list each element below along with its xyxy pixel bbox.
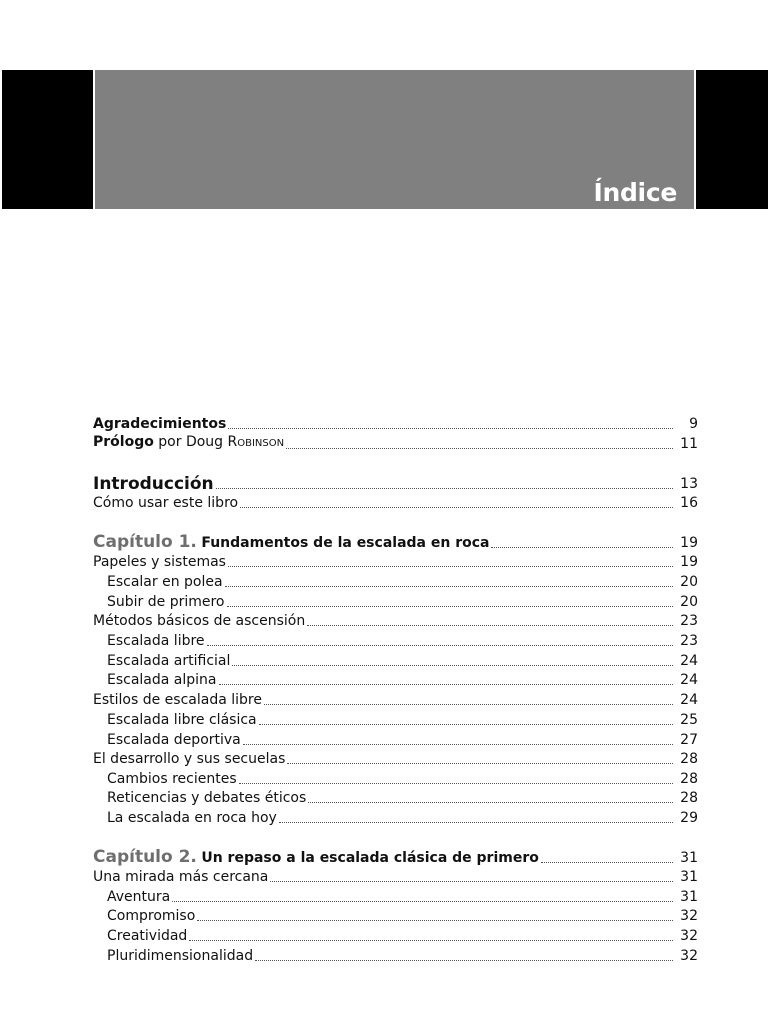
toc-entry-introduccion[interactable] [93,472,698,494]
toc-subentry[interactable] [93,769,698,789]
toc-page: 28 [680,751,698,767]
toc-subentry[interactable] [93,730,698,750]
toc-subentry[interactable] [93,651,698,671]
toc-label: Creatividad [107,928,188,944]
page-title: Índice [593,178,677,207]
leader-dots [219,684,674,685]
toc-subentry[interactable] [93,906,698,926]
leader-dots [216,488,673,489]
toc-label: Papeles y sistemas [93,554,226,570]
toc-page: 24 [680,672,698,688]
toc-page: 32 [680,928,698,944]
toc-entry[interactable] [93,867,698,887]
toc-label: Escalada libre clásica [107,712,257,728]
toc-entry[interactable] [93,552,698,572]
toc-label: Escalada alpina [107,672,217,688]
toc-label: Cómo usar este libro [93,495,239,511]
chapter-number: Capítulo 2. [93,847,197,867]
header-left-block [2,70,93,209]
leader-dots [270,881,673,882]
toc-label: Una mirada más cercana [93,869,269,885]
chapter-title: Un repaso a la escalada clásica de primero [201,850,539,866]
leader-dots [259,724,673,725]
toc-label: La escalada en roca hoy [107,810,277,826]
toc-page: 11 [680,436,698,452]
toc-label: Cambios recientes [107,771,237,787]
toc-label: Reticencias y debates éticos [107,790,307,806]
toc-page: 24 [680,653,698,669]
leader-dots [207,645,673,646]
toc-label: Subir de primero [107,594,225,610]
leader-dots [239,783,673,784]
toc-subentry[interactable] [93,670,698,690]
toc-page: 29 [680,810,698,826]
toc-heading: Introducción [93,474,214,494]
leader-dots [228,566,673,567]
toc-label: Agradecimientos [93,416,227,432]
chapter-number: Capítulo 1. [93,532,197,552]
leader-dots [286,448,673,449]
toc-entry[interactable] [93,690,698,710]
toc-page: 24 [680,692,698,708]
toc-subentry[interactable] [93,946,698,966]
toc-label [93,432,284,454]
toc-label: Compromiso [107,908,196,924]
chapter-title: Fundamentos de la escalada en roca [201,535,490,551]
toc-page: 31 [680,889,698,905]
toc-label: Escalar en polea [107,574,223,590]
toc-label: Escalada artificial [107,653,231,669]
toc-page: 16 [680,495,698,511]
leader-dots [240,507,673,508]
toc-label: El desarrollo y sus secuelas [93,751,286,767]
toc-label: Escalada libre [107,633,205,649]
leader-dots [228,428,673,429]
toc-subentry[interactable] [93,572,698,592]
toc-page: 20 [680,594,698,610]
toc-entry[interactable] [93,749,698,769]
leader-dots [227,606,674,607]
toc-label: Escalada deportiva [107,732,241,748]
toc-page: 25 [680,712,698,728]
toc-subentry[interactable] [93,808,698,828]
leader-dots [307,625,673,626]
leader-dots [197,920,673,921]
toc-page: 31 [680,869,698,885]
toc-heading [93,532,489,553]
toc-entry[interactable] [93,611,698,631]
toc-label: Métodos básicos de ascensión [93,613,306,629]
toc-entry-agradecimientos[interactable] [93,414,698,434]
toc-label: Aventura [107,889,171,905]
toc-page: 32 [680,948,698,964]
toc-page: 23 [680,633,698,649]
leader-dots [189,940,673,941]
toc-chapter-1[interactable] [93,531,698,553]
toc-page: 28 [680,771,698,787]
toc-subentry[interactable] [93,592,698,612]
toc-subentry[interactable] [93,710,698,730]
leader-dots [287,763,673,764]
leader-dots [264,704,673,705]
toc-page: 19 [680,554,698,570]
toc-page: 13 [680,476,698,492]
toc-subentry[interactable] [93,887,698,907]
toc-label-bold: Prólogo [93,434,154,450]
toc-subentry[interactable] [93,631,698,651]
toc-heading [93,847,539,868]
leader-dots [243,744,673,745]
toc-page: 9 [689,416,698,432]
header-right-block [696,70,768,209]
toc-subentry[interactable] [93,926,698,946]
leader-dots [491,547,673,548]
toc-page: 32 [680,908,698,924]
leader-dots [172,901,673,902]
leader-dots [255,960,673,961]
toc-subentry[interactable] [93,788,698,808]
toc-page: 28 [680,790,698,806]
toc-label-rest: por Doug R [153,434,238,450]
leader-dots [225,586,673,587]
toc-entry[interactable] [93,493,698,513]
toc-chapter-2[interactable] [93,846,698,868]
toc-label-smallcaps: OBINSON [237,438,285,449]
toc-page: 19 [680,535,698,551]
toc-label: Estilos de escalada libre [93,692,262,708]
toc-page: 23 [680,613,698,629]
leader-dots [279,822,673,823]
leader-dots [308,802,673,803]
toc-page: 27 [680,732,698,748]
leader-dots [232,665,673,666]
toc-entry-prologo[interactable] [93,434,698,454]
leader-dots [541,862,673,863]
toc-page: 31 [680,850,698,866]
toc-label: Pluridimensionalidad [107,948,254,964]
toc-page: 20 [680,574,698,590]
